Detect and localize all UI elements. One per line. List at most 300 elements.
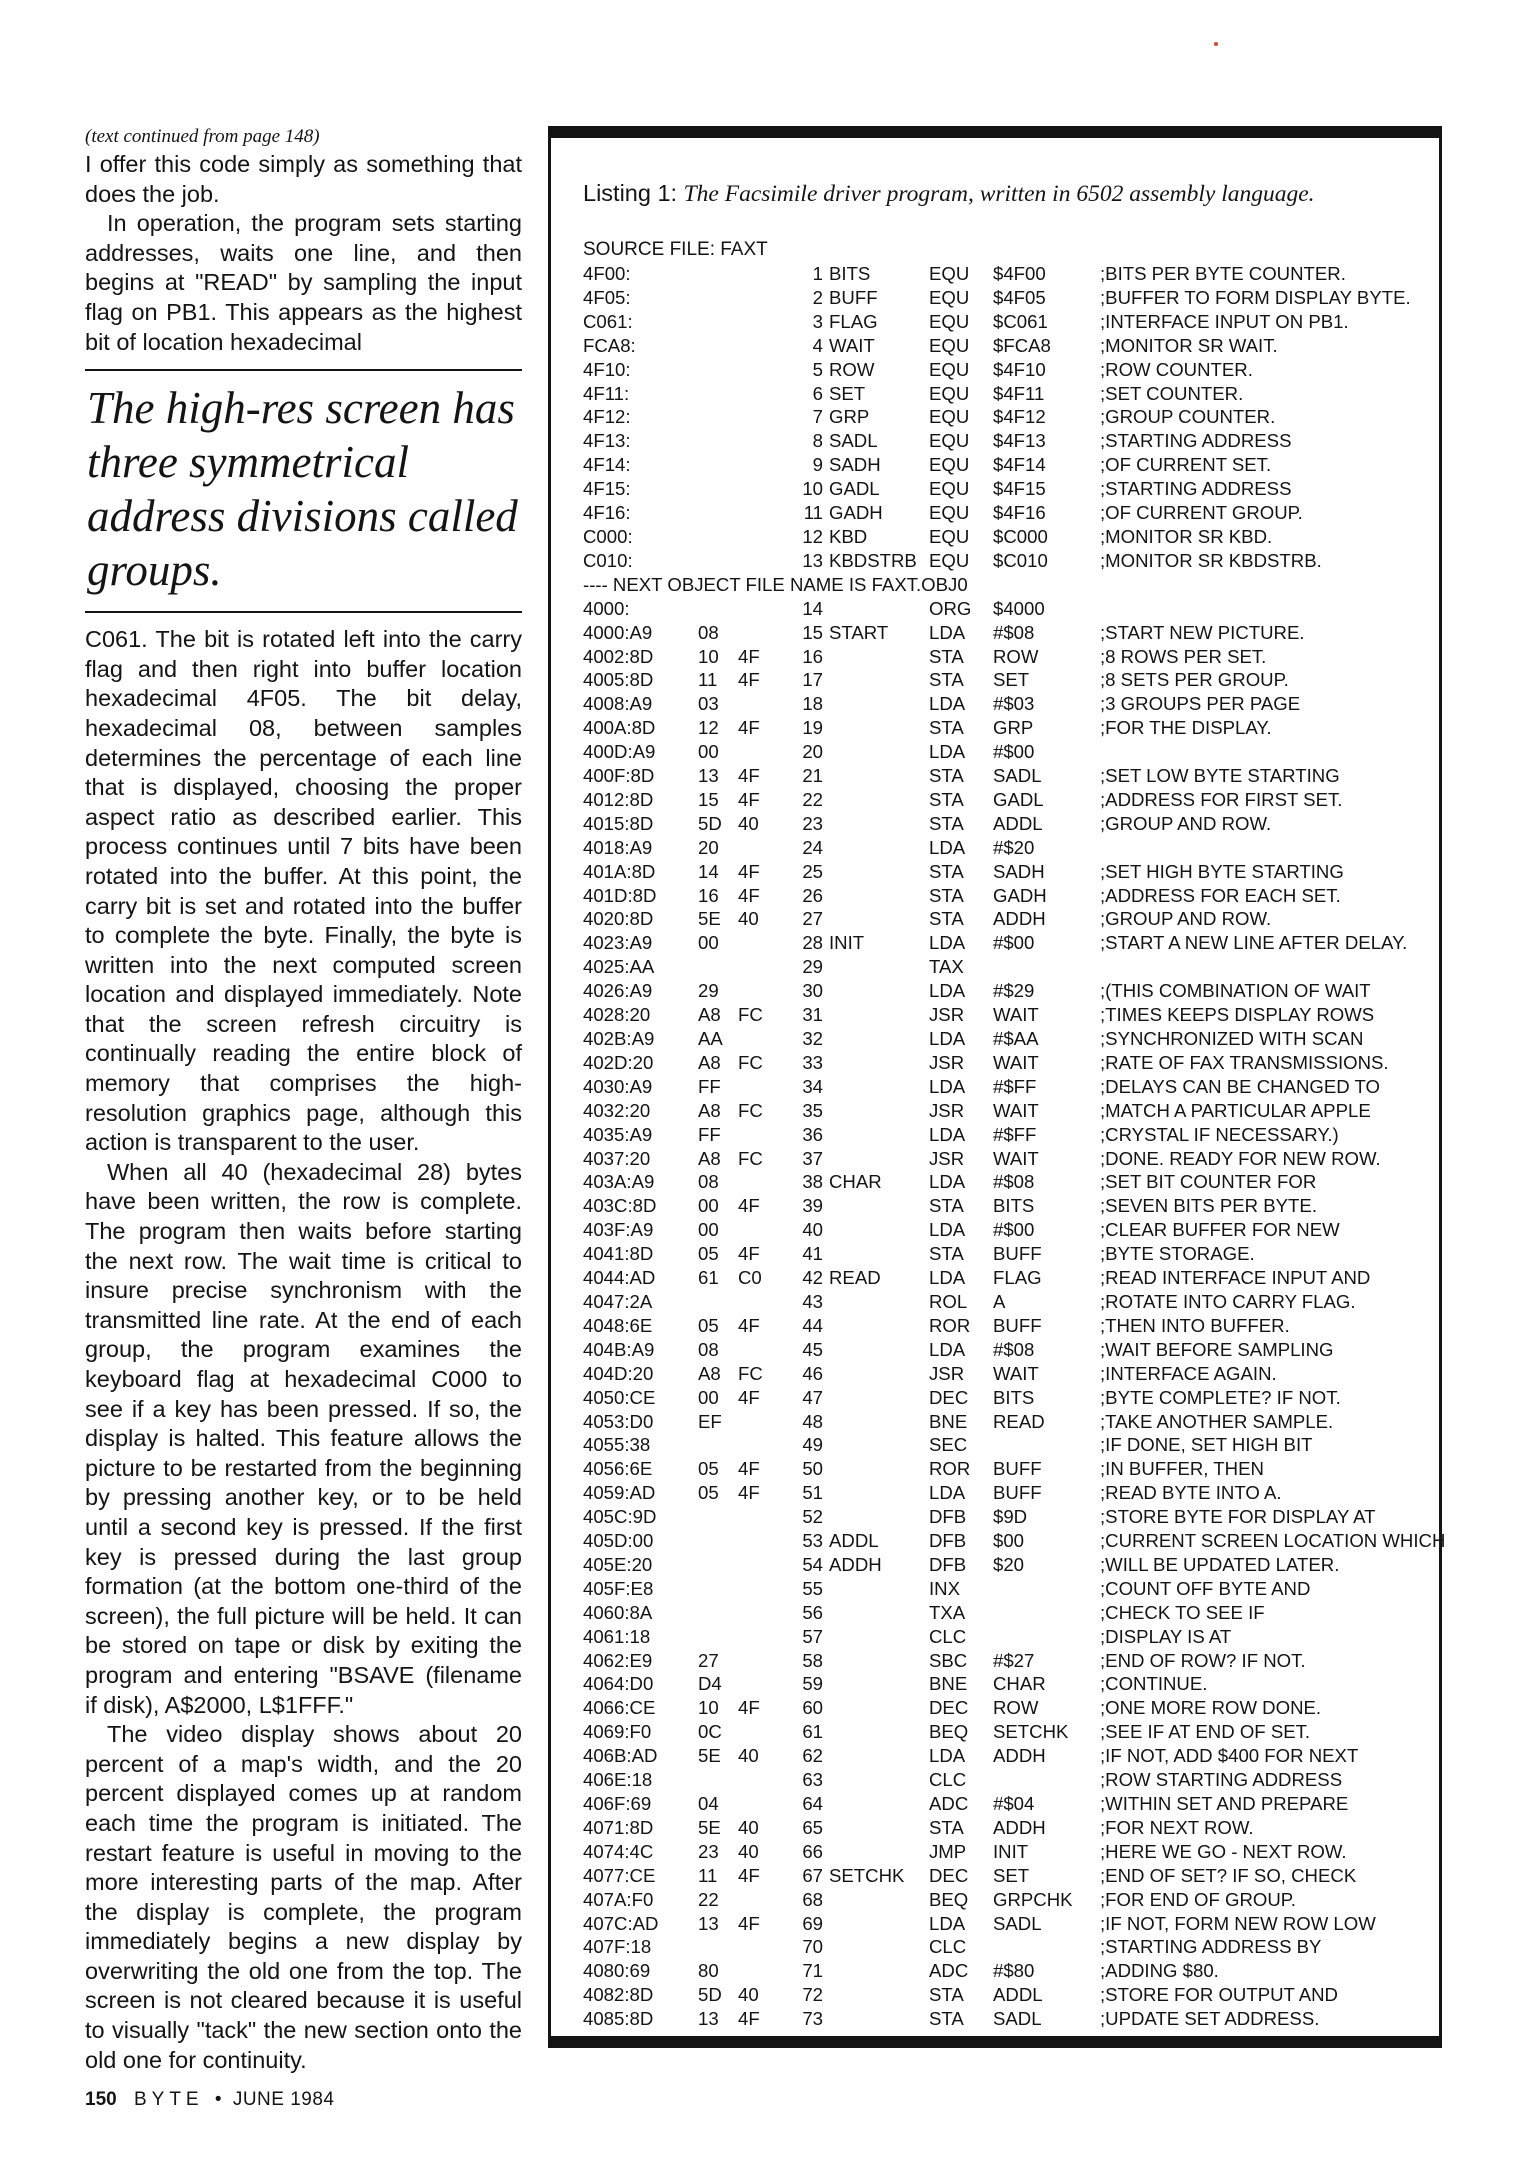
listing-num: 16 bbox=[802, 645, 823, 667]
body-paragraph-5: The video display shows about 20 percent of a map's width, and the 20 percent displayed comes up at random each time the program is initiated. The restart feature is useful in moving to the more interesting parts of the map. After the display is complete, the program immediately begins a new display by overwriting the old one from the top. The screen is not cleared because it is useful to visually "tack" the new section onto the old one for continuity. bbox=[85, 1721, 522, 2073]
listing-op: TAX bbox=[929, 956, 964, 978]
listing-num: 39 bbox=[802, 1195, 823, 1217]
listing-b1 bbox=[698, 955, 738, 979]
listing-line bbox=[583, 1649, 1443, 1673]
listing-label: ADDH bbox=[829, 1553, 882, 1575]
listing-num: 51 bbox=[802, 1482, 823, 1504]
listing-line bbox=[583, 334, 1443, 358]
listing-b2: 4F bbox=[738, 2008, 760, 2030]
listing-comment: ;READ BYTE INTO A. bbox=[1100, 1482, 1282, 1504]
listing-b1 bbox=[698, 334, 738, 358]
listing-b1: A8 bbox=[698, 1004, 721, 1026]
listing-arg: #$04 bbox=[993, 1793, 1035, 1814]
listing-b1 bbox=[698, 1290, 738, 1314]
listing-line bbox=[583, 310, 1443, 334]
listing-num: 58 bbox=[802, 1649, 823, 1671]
listing-b1: FF bbox=[698, 1123, 721, 1145]
listing-line bbox=[583, 549, 1443, 573]
listing-b2 bbox=[738, 1888, 786, 1912]
listing-op: JSR bbox=[929, 1051, 965, 1073]
listing-arg: #$00 bbox=[993, 741, 1035, 763]
listing-num: 52 bbox=[802, 1506, 823, 1528]
listing-line bbox=[583, 501, 1443, 525]
listing-label bbox=[829, 1505, 929, 1529]
listing-num: 41 bbox=[802, 1243, 823, 1265]
listing-line bbox=[583, 1912, 1443, 1936]
listing-arg: $4F13 bbox=[993, 430, 1046, 452]
listing-arg: $4F11 bbox=[993, 382, 1045, 404]
listing-b1 bbox=[698, 405, 738, 429]
listing-label bbox=[829, 1481, 929, 1505]
listing-arg: $20 bbox=[993, 1553, 1025, 1575]
listing-op: STA bbox=[929, 884, 964, 906]
listing-label bbox=[829, 740, 929, 764]
listing-comment: ;STARTING ADDRESS bbox=[1100, 430, 1292, 452]
listing-addr: 4071:8D bbox=[583, 1816, 654, 1838]
listing-comment: ;START A NEW LINE AFTER DELAY. bbox=[1100, 932, 1408, 954]
listing-b1: 5D bbox=[698, 1984, 722, 2006]
listing-b2: 40 bbox=[738, 1816, 759, 1838]
listing-b2: 4F bbox=[738, 765, 760, 787]
listing-b1: 12 bbox=[698, 717, 719, 739]
listing-addr: C000: bbox=[583, 525, 633, 547]
listing-label bbox=[829, 1768, 929, 1792]
listing-addr: FCA8: bbox=[583, 334, 636, 356]
listing-addr: 4050:CE bbox=[583, 1386, 656, 1408]
listing-b1: A8 bbox=[698, 1362, 721, 1384]
listing-b2 bbox=[738, 549, 786, 573]
listing-b2 bbox=[738, 453, 786, 477]
listing-comment: ;CRYSTAL IF NECESSARY.) bbox=[1100, 1123, 1339, 1145]
listing-label: KBD bbox=[829, 525, 868, 547]
listing-num: 12 bbox=[802, 525, 823, 547]
listing-arg: #$AA bbox=[993, 1028, 1039, 1049]
listing-comment: ;IF NOT, FORM NEW ROW LOW bbox=[1100, 1912, 1376, 1934]
listing-label: SET bbox=[829, 382, 866, 404]
listing-b1: 29 bbox=[698, 980, 719, 1002]
listing-arg: $4F00 bbox=[993, 263, 1046, 284]
listing-num: 70 bbox=[802, 1936, 823, 1958]
listing-label: SADL bbox=[829, 430, 878, 452]
listing-op: LDA bbox=[929, 836, 966, 858]
listing-op: STA bbox=[929, 645, 964, 667]
listing-num: 26 bbox=[802, 884, 823, 906]
listing-comment: ;ADDING $80. bbox=[1100, 1960, 1219, 1982]
listing-addr: 4020:8D bbox=[583, 908, 654, 930]
listing-b2 bbox=[738, 836, 786, 860]
listing-num: 50 bbox=[802, 1458, 823, 1480]
listing-line bbox=[583, 1433, 1443, 1457]
listing-line bbox=[583, 1935, 1443, 1959]
listing-b2 bbox=[738, 382, 786, 406]
listing-arg: $4F05 bbox=[993, 286, 1046, 308]
listing-op: STA bbox=[929, 717, 964, 739]
listing-op: STA bbox=[929, 1984, 964, 2006]
listing-line bbox=[583, 1601, 1443, 1625]
listing-num: 24 bbox=[802, 836, 823, 858]
listing-addr: 4F14: bbox=[583, 454, 631, 476]
listing-line bbox=[583, 692, 1443, 716]
listing-arg: WAIT bbox=[993, 1147, 1039, 1169]
listing-label bbox=[829, 1338, 929, 1362]
listing-arg bbox=[993, 1601, 1100, 1625]
article-column bbox=[85, 124, 522, 2075]
listing-comment: ;MONITOR SR WAIT. bbox=[1100, 334, 1278, 356]
listing-comment: ;MATCH A PARTICULAR APPLE bbox=[1100, 1099, 1371, 1121]
listing-addr: 4012:8D bbox=[583, 788, 654, 810]
listing-addr: 4030:A9 bbox=[583, 1075, 653, 1097]
listing-arg: $FCA8 bbox=[993, 334, 1051, 356]
pull-quote bbox=[85, 369, 522, 613]
listing-b1 bbox=[698, 1529, 738, 1553]
listing-op: LDA bbox=[929, 693, 966, 715]
listing-num: 37 bbox=[802, 1147, 823, 1169]
listing-b1 bbox=[698, 1577, 738, 1601]
listing-comment: ;CONTINUE. bbox=[1100, 1673, 1208, 1695]
listing-line bbox=[583, 1816, 1443, 1840]
listing-label bbox=[829, 1840, 929, 1864]
listing-label bbox=[829, 907, 929, 931]
listing-num: 21 bbox=[802, 765, 823, 787]
body-paragraph-3: C061. The bit is rotated left into the carry flag and then right into buffer location hexadecimal 4F05. The bit delay, hexadecimal 08, between samples determines the percentage of each line that is displayed, choosing the proper aspect ratio as described earlier. This process continues until 7 bits have been rotated into the buffer. At this point, the carry bit is set and rotated into the buffer to complete the byte. Finally, the byte is written into the next computed screen location and displayed immediately. Note that the screen refresh circuitry is continually reading the entire block of memory that comprises the high-resolution graphics page, although this action is transparent to the user. bbox=[85, 626, 522, 1156]
listing-arg: INIT bbox=[993, 1840, 1029, 1862]
listing-label: ADDL bbox=[829, 1530, 879, 1552]
listing-num: 25 bbox=[802, 860, 823, 882]
listing-label bbox=[829, 1194, 929, 1218]
listing-comment: ;ROTATE INTO CARRY FLAG. bbox=[1100, 1290, 1356, 1312]
listing-addr: 405E:20 bbox=[583, 1553, 653, 1575]
listing-label bbox=[829, 716, 929, 740]
listing-op: JMP bbox=[929, 1840, 967, 1862]
listing-addr: 4044:AD bbox=[583, 1267, 656, 1289]
listing-num: 28 bbox=[802, 932, 823, 954]
listing-addr: 402D:20 bbox=[583, 1051, 654, 1073]
listing-arg: $4000 bbox=[993, 597, 1045, 619]
listing-line bbox=[583, 1410, 1443, 1434]
listing-b1: 00 bbox=[698, 741, 719, 763]
listing-comment: ;GROUP AND ROW. bbox=[1100, 908, 1272, 930]
listing-b1: 5D bbox=[698, 812, 722, 834]
listing-op: STA bbox=[929, 669, 964, 691]
continued-note: (text continued from page 148) bbox=[85, 126, 320, 147]
listing-arg: BITS bbox=[993, 1386, 1035, 1408]
listing-arg: WAIT bbox=[993, 1004, 1039, 1026]
listing-b1: 00 bbox=[698, 1195, 719, 1217]
listing-b1: 13 bbox=[698, 765, 719, 787]
listing-b1 bbox=[698, 1433, 738, 1457]
listing-comment: ;ROW COUNTER. bbox=[1100, 358, 1253, 380]
body-paragraph-2: In operation, the program sets starting addresses, waits one line, and then begins at "READ" by sampling the input flag on PB1. This appears as the highest bit of location hexadecimal bbox=[85, 210, 522, 355]
listing-op: STA bbox=[929, 1243, 964, 1265]
listing-line bbox=[583, 525, 1443, 549]
listing-num: 71 bbox=[802, 1960, 823, 1982]
listing-line bbox=[583, 1768, 1443, 1792]
listing-addr: 4062:E9 bbox=[583, 1649, 653, 1671]
listing-op: BEQ bbox=[929, 1721, 969, 1743]
listing-num: 59 bbox=[802, 1673, 823, 1695]
listing-label: SADH bbox=[829, 454, 881, 476]
listing-addr: 4077:CE bbox=[583, 1864, 656, 1886]
listing-num: 18 bbox=[802, 693, 823, 715]
listing-op: LDA bbox=[929, 932, 966, 954]
listing-addr: 4025:AA bbox=[583, 956, 655, 978]
listing-line bbox=[583, 1051, 1443, 1075]
listing-label bbox=[829, 1720, 929, 1744]
listing-arg: FLAG bbox=[993, 1267, 1042, 1289]
listing-op: INX bbox=[929, 1577, 960, 1599]
listing-b1 bbox=[698, 1935, 738, 1959]
listing-label bbox=[829, 692, 929, 716]
listing-b1 bbox=[698, 429, 738, 453]
listing-arg: SADL bbox=[993, 2008, 1042, 2030]
listing-comment: ;(THIS COMBINATION OF WAIT bbox=[1100, 980, 1371, 1002]
listing-b2: 4F bbox=[738, 1314, 760, 1336]
listing-b1 bbox=[698, 1625, 738, 1649]
listing-b2 bbox=[738, 1792, 786, 1816]
listing-op: STA bbox=[929, 788, 964, 810]
listing-line bbox=[583, 1983, 1443, 2007]
listing-num: 13 bbox=[802, 549, 823, 571]
listing-b1: 5E bbox=[698, 1745, 721, 1767]
listing-label bbox=[829, 1410, 929, 1434]
listing-arg: GRP bbox=[993, 717, 1034, 739]
listing-num: 47 bbox=[802, 1386, 823, 1408]
listing-addr: C061: bbox=[583, 310, 633, 332]
listing-addr: 407C:AD bbox=[583, 1912, 659, 1934]
listing-comment: ;FOR END OF GROUP. bbox=[1100, 1888, 1296, 1910]
listing-num: 4 bbox=[812, 334, 823, 356]
listing-line bbox=[583, 286, 1443, 310]
listing-b2: 4F bbox=[738, 645, 760, 667]
listing-op: LDA bbox=[929, 1219, 966, 1241]
listing-label bbox=[829, 1123, 929, 1147]
listing-line bbox=[583, 1864, 1443, 1888]
listing-line bbox=[583, 645, 1443, 669]
listing-line bbox=[583, 1123, 1443, 1147]
listing-num: 66 bbox=[802, 1840, 823, 1862]
listing-comment: ;WAIT BEFORE SAMPLING bbox=[1100, 1338, 1334, 1360]
listing-op: LDA bbox=[929, 741, 966, 763]
listing-addr: 405D:00 bbox=[583, 1530, 654, 1552]
listing-line bbox=[583, 1386, 1443, 1410]
listing-b2 bbox=[738, 955, 786, 979]
listing-op: LDA bbox=[929, 1745, 966, 1767]
listing-comment: ;START NEW PICTURE. bbox=[1100, 621, 1305, 643]
listing-label: WAIT bbox=[829, 334, 875, 356]
listing-b2: 40 bbox=[738, 812, 759, 834]
listing-comment: ;GROUP COUNTER. bbox=[1100, 406, 1276, 428]
listing-num: 15 bbox=[802, 621, 823, 643]
listing-arg: $4F14 bbox=[993, 454, 1046, 476]
listing-b1: 03 bbox=[698, 693, 719, 715]
listing-b2: 4F bbox=[738, 1243, 760, 1265]
listing-num: 14 bbox=[802, 597, 823, 619]
listing-b1: 23 bbox=[698, 1840, 719, 1862]
listing-b1 bbox=[698, 453, 738, 477]
listing-arg: #$08 bbox=[993, 621, 1035, 643]
listing-b1: 13 bbox=[698, 1912, 719, 1934]
listing-comment: ;SEVEN BITS PER BYTE. bbox=[1100, 1195, 1317, 1217]
listing-comment: ;DISPLAY IS AT bbox=[1100, 1625, 1232, 1647]
listing-b2 bbox=[738, 1768, 786, 1792]
listing-addr: 4002:8D bbox=[583, 645, 654, 667]
listing-line bbox=[583, 1170, 1443, 1194]
listing-op: EQU bbox=[929, 430, 970, 452]
listing-b2 bbox=[738, 1649, 786, 1673]
listing-addr: 4F15: bbox=[583, 478, 631, 500]
listing-line bbox=[583, 884, 1443, 908]
listing-addr: 4053:D0 bbox=[583, 1410, 654, 1432]
listing-comment: ;ONE MORE ROW DONE. bbox=[1100, 1697, 1322, 1719]
listing-caption bbox=[583, 178, 1413, 209]
listing-arg: WAIT bbox=[993, 1099, 1039, 1121]
listing-arg: SET bbox=[993, 669, 1030, 691]
listing-arg bbox=[993, 955, 1100, 979]
listing-comment: ;SET LOW BYTE STARTING bbox=[1100, 765, 1340, 787]
listing-num: 69 bbox=[802, 1912, 823, 1934]
listing-comment: ;IN BUFFER, THEN bbox=[1100, 1458, 1264, 1480]
listing-arg: SADL bbox=[993, 765, 1042, 787]
listing-op: EQU bbox=[929, 286, 970, 308]
listing-b1: 16 bbox=[698, 884, 719, 906]
separator-text: ---- NEXT OBJECT FILE NAME IS FAXT.OBJ0 bbox=[583, 573, 968, 595]
listing-arg: ADDL bbox=[993, 812, 1043, 834]
listing-num: 46 bbox=[802, 1362, 823, 1384]
footer-separator: • bbox=[214, 2089, 222, 2110]
listing-b2 bbox=[738, 597, 786, 621]
page-number: 150 bbox=[85, 2089, 117, 2110]
code-listing bbox=[583, 262, 1446, 2031]
listing-b2: 4F bbox=[738, 788, 760, 810]
listing-label bbox=[829, 1433, 929, 1457]
listing-b1: 20 bbox=[698, 836, 719, 858]
listing-label: GADL bbox=[829, 478, 880, 500]
listing-b1 bbox=[698, 597, 738, 621]
listing-label bbox=[829, 764, 929, 788]
listing-label bbox=[829, 1314, 929, 1338]
listing-line bbox=[583, 1362, 1443, 1386]
listing-arg bbox=[993, 1433, 1100, 1457]
listing-addr: 4069:F0 bbox=[583, 1721, 652, 1743]
listing-addr: 4048:6E bbox=[583, 1314, 653, 1336]
listing-arg: $00 bbox=[993, 1530, 1025, 1552]
listing-arg: SADH bbox=[993, 860, 1045, 882]
listing-num: 35 bbox=[802, 1099, 823, 1121]
listing-b1 bbox=[698, 310, 738, 334]
listing-arg: #$27 bbox=[993, 1649, 1035, 1671]
listing-b2 bbox=[738, 1553, 786, 1577]
listing-b1 bbox=[698, 501, 738, 525]
listing-addr: 4015:8D bbox=[583, 812, 654, 834]
listing-arg: GADL bbox=[993, 788, 1044, 810]
listing-op: ROR bbox=[929, 1458, 971, 1480]
listing-label bbox=[829, 1601, 929, 1625]
listing-addr: 4056:6E bbox=[583, 1458, 653, 1480]
listing-b1: 05 bbox=[698, 1458, 719, 1480]
listing-op: ADC bbox=[929, 1793, 969, 1814]
listing-b2: FC bbox=[738, 1099, 763, 1121]
listing-op: EQU bbox=[929, 334, 970, 356]
listing-line bbox=[583, 1505, 1443, 1529]
listing-label bbox=[829, 1744, 929, 1768]
listing-op: JSR bbox=[929, 1362, 965, 1384]
listing-num: 23 bbox=[802, 812, 823, 834]
listing-arg: #$29 bbox=[993, 980, 1035, 1002]
listing-b1 bbox=[698, 1553, 738, 1577]
listing-label bbox=[829, 2007, 929, 2031]
listing-num: 65 bbox=[802, 1816, 823, 1838]
listing-b1: 05 bbox=[698, 1314, 719, 1336]
listing-addr: 4F10: bbox=[583, 358, 631, 380]
listing-num: 33 bbox=[802, 1051, 823, 1073]
listing-b2 bbox=[738, 334, 786, 358]
listing-b2 bbox=[738, 429, 786, 453]
listing-line bbox=[583, 429, 1443, 453]
body-paragraph-1: I offer this code simply as something that does the job. bbox=[85, 151, 522, 207]
listing-b1: A8 bbox=[698, 1147, 721, 1169]
listing-b2 bbox=[738, 692, 786, 716]
listing-label bbox=[829, 1362, 929, 1386]
listing-op: LDA bbox=[929, 1075, 966, 1097]
listing-op: EQU bbox=[929, 478, 970, 500]
listing-arg: #$00 bbox=[993, 1219, 1035, 1241]
listing-line bbox=[583, 1314, 1443, 1338]
listing-comment: ;END OF ROW? IF NOT. bbox=[1100, 1649, 1306, 1671]
listing-num: 57 bbox=[802, 1625, 823, 1647]
listing-addr: 4059:AD bbox=[583, 1482, 656, 1504]
listing-b2 bbox=[738, 1027, 786, 1051]
listing-b1: 00 bbox=[698, 932, 719, 954]
listing-addr: 4080:69 bbox=[583, 1960, 651, 1982]
listing-b2: 4F bbox=[738, 669, 760, 691]
listing-line bbox=[583, 1840, 1443, 1864]
listing-arg: BITS bbox=[993, 1195, 1035, 1217]
listing-line bbox=[583, 1744, 1443, 1768]
listing-comment: ;MONITOR SR KBDSTRB. bbox=[1100, 549, 1322, 571]
listing-b2 bbox=[738, 286, 786, 310]
listing-b1 bbox=[698, 477, 738, 501]
listing-op: BNE bbox=[929, 1410, 968, 1432]
listing-b1: A8 bbox=[698, 1099, 721, 1121]
listing-line bbox=[583, 1959, 1443, 1983]
listing-b2 bbox=[738, 1935, 786, 1959]
listing-addr: 400A:8D bbox=[583, 717, 656, 739]
listing-line bbox=[583, 1457, 1443, 1481]
listing-arg: $4F12 bbox=[993, 406, 1046, 428]
listing-line bbox=[583, 477, 1443, 501]
listing-addr: C010: bbox=[583, 549, 633, 571]
listing-line bbox=[583, 764, 1443, 788]
listing-addr: 4085:8D bbox=[583, 2008, 654, 2030]
listing-addr: 4F13: bbox=[583, 430, 631, 452]
listing-addr: 4F16: bbox=[583, 502, 631, 524]
listing-comment: ;GROUP AND ROW. bbox=[1100, 812, 1272, 834]
listing-line bbox=[583, 453, 1443, 477]
listing-line bbox=[583, 405, 1443, 429]
listing-label: BUFF bbox=[829, 286, 878, 308]
listing-op: STA bbox=[929, 908, 964, 930]
listing-label bbox=[829, 1983, 929, 2007]
listing-addr: 4F05: bbox=[583, 286, 631, 308]
listing-addr: 4026:A9 bbox=[583, 980, 653, 1002]
listing-line bbox=[583, 1075, 1443, 1099]
listing-num: 38 bbox=[802, 1171, 823, 1193]
listing-b1: 05 bbox=[698, 1482, 719, 1504]
listing-b1 bbox=[698, 286, 738, 310]
listing-b2: 4F bbox=[738, 1458, 760, 1480]
listing-arg: $4F10 bbox=[993, 358, 1046, 380]
listing-num: 27 bbox=[802, 908, 823, 930]
